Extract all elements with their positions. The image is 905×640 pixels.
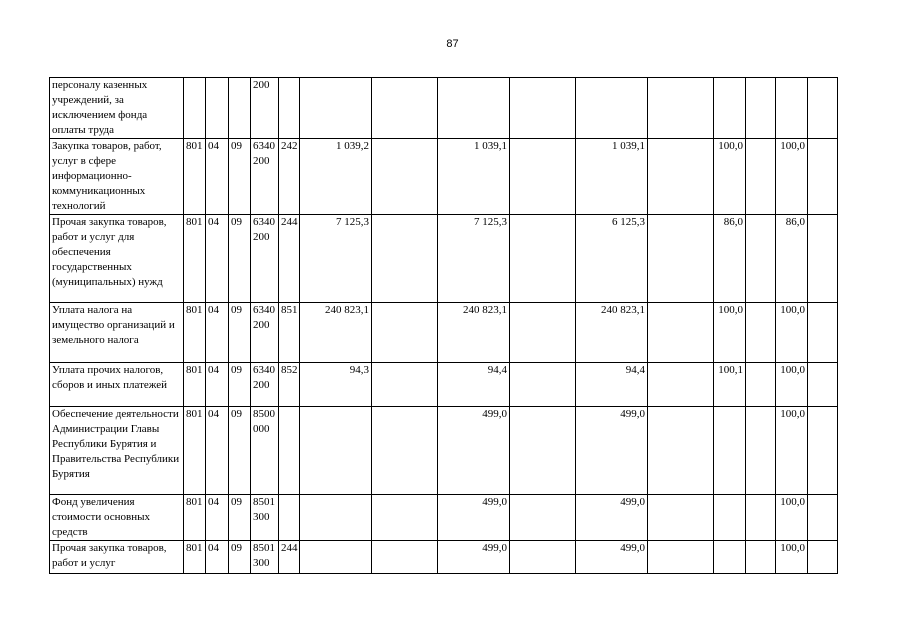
target-article-cell: 8501 300 xyxy=(251,541,279,574)
percent-cell: 100,0 xyxy=(776,541,808,574)
value-cell xyxy=(372,363,438,407)
value-cell xyxy=(648,407,714,495)
subsection-code-cell xyxy=(229,78,251,139)
empty-cell xyxy=(808,139,838,215)
table-row xyxy=(50,363,838,407)
value-cell: 499,0 xyxy=(438,407,510,495)
value-cell xyxy=(372,303,438,363)
table-body xyxy=(50,78,838,574)
value-cell xyxy=(372,407,438,495)
expense-type-cell xyxy=(279,78,300,139)
subsection-code-cell: 09 xyxy=(229,303,251,363)
section-code-cell xyxy=(206,78,229,139)
percent-cell xyxy=(746,407,776,495)
chapter-code-cell: 801 xyxy=(184,215,206,303)
value-cell: 1 039,2 xyxy=(300,139,372,215)
percent-cell: 100,0 xyxy=(776,139,808,215)
percent-cell xyxy=(746,541,776,574)
section-code-cell: 04 xyxy=(206,363,229,407)
percent-cell: 100,0 xyxy=(776,407,808,495)
value-cell xyxy=(510,495,576,541)
subsection-code-cell: 09 xyxy=(229,215,251,303)
section-code-cell: 04 xyxy=(206,139,229,215)
value-cell xyxy=(300,407,372,495)
value-cell xyxy=(372,139,438,215)
percent-cell xyxy=(714,541,746,574)
value-cell xyxy=(300,78,372,139)
value-cell xyxy=(372,541,438,574)
subsection-code-cell: 09 xyxy=(229,495,251,541)
table-row xyxy=(50,495,838,541)
section-code-cell: 04 xyxy=(206,215,229,303)
empty-cell xyxy=(808,215,838,303)
section-code-cell: 04 xyxy=(206,495,229,541)
value-cell: 7 125,3 xyxy=(300,215,372,303)
value-cell xyxy=(648,303,714,363)
empty-cell xyxy=(808,78,838,139)
value-cell: 94,4 xyxy=(576,363,648,407)
value-cell xyxy=(648,215,714,303)
percent-cell: 100,0 xyxy=(776,495,808,541)
value-cell xyxy=(510,78,576,139)
percent-cell xyxy=(746,215,776,303)
item-name-cell: Обеспечение деятельности Администрации Главы Республики Бурятия и Правительства Республики Бурятия xyxy=(50,407,184,495)
item-name-cell: Закупка товаров, работ, услуг в сфере информационно-коммуникационных технологий xyxy=(50,139,184,215)
value-cell xyxy=(576,78,648,139)
chapter-code-cell: 801 xyxy=(184,139,206,215)
empty-cell xyxy=(808,363,838,407)
table-row xyxy=(50,78,838,139)
value-cell xyxy=(510,407,576,495)
value-cell xyxy=(648,78,714,139)
percent-cell xyxy=(746,363,776,407)
section-code-cell: 04 xyxy=(206,407,229,495)
value-cell xyxy=(510,541,576,574)
table-row xyxy=(50,139,838,215)
percent-cell xyxy=(746,495,776,541)
percent-cell: 100,0 xyxy=(714,303,746,363)
section-code-cell: 04 xyxy=(206,541,229,574)
value-cell: 499,0 xyxy=(438,495,510,541)
value-cell: 1 039,1 xyxy=(438,139,510,215)
percent-cell xyxy=(746,78,776,139)
value-cell: 240 823,1 xyxy=(576,303,648,363)
expense-type-cell: 244 xyxy=(279,215,300,303)
percent-cell xyxy=(714,495,746,541)
chapter-code-cell xyxy=(184,78,206,139)
empty-cell xyxy=(808,303,838,363)
percent-cell xyxy=(746,139,776,215)
value-cell xyxy=(372,495,438,541)
value-cell xyxy=(372,78,438,139)
percent-cell xyxy=(776,78,808,139)
expense-type-cell xyxy=(279,407,300,495)
expense-type-cell xyxy=(279,495,300,541)
percent-cell: 100,0 xyxy=(776,303,808,363)
empty-cell xyxy=(808,541,838,574)
table-row xyxy=(50,303,838,363)
percent-cell: 100,1 xyxy=(714,363,746,407)
expense-type-cell: 852 xyxy=(279,363,300,407)
value-cell xyxy=(648,139,714,215)
table-row xyxy=(50,407,838,495)
expense-type-cell: 851 xyxy=(279,303,300,363)
value-cell: 499,0 xyxy=(576,407,648,495)
target-article-cell: 6340 200 xyxy=(251,139,279,215)
empty-cell xyxy=(808,495,838,541)
value-cell: 499,0 xyxy=(438,541,510,574)
chapter-code-cell: 801 xyxy=(184,407,206,495)
item-name-cell: Уплата налога на имущество организаций и земельного налога xyxy=(50,303,184,363)
chapter-code-cell: 801 xyxy=(184,363,206,407)
expense-type-cell: 242 xyxy=(279,139,300,215)
value-cell: 240 823,1 xyxy=(438,303,510,363)
value-cell xyxy=(372,215,438,303)
target-article-cell: 6340 200 xyxy=(251,303,279,363)
value-cell: 6 125,3 xyxy=(576,215,648,303)
value-cell xyxy=(648,495,714,541)
value-cell: 94,3 xyxy=(300,363,372,407)
empty-cell xyxy=(808,407,838,495)
value-cell: 499,0 xyxy=(576,495,648,541)
percent-cell: 100,0 xyxy=(714,139,746,215)
percent-cell xyxy=(714,78,746,139)
value-cell xyxy=(510,215,576,303)
percent-cell: 86,0 xyxy=(714,215,746,303)
chapter-code-cell: 801 xyxy=(184,303,206,363)
target-article-cell: 6340 200 xyxy=(251,215,279,303)
table-row xyxy=(50,215,838,303)
value-cell xyxy=(300,495,372,541)
value-cell: 1 039,1 xyxy=(576,139,648,215)
percent-cell: 86,0 xyxy=(776,215,808,303)
value-cell xyxy=(510,303,576,363)
value-cell xyxy=(510,363,576,407)
value-cell xyxy=(438,78,510,139)
item-name-cell: Фонд увеличения стоимости основных средств xyxy=(50,495,184,541)
value-cell xyxy=(510,139,576,215)
subsection-code-cell: 09 xyxy=(229,407,251,495)
table-row xyxy=(50,541,838,574)
item-name-cell: персоналу казенных учреждений, за исключением фонда оплаты труда xyxy=(50,78,184,139)
section-code-cell: 04 xyxy=(206,303,229,363)
subsection-code-cell: 09 xyxy=(229,139,251,215)
target-article-cell: 6340 200 xyxy=(251,363,279,407)
target-article-cell: 200 xyxy=(251,78,279,139)
item-name-cell: Прочая закупка товаров, работ и услуг xyxy=(50,541,184,574)
subsection-code-cell: 09 xyxy=(229,541,251,574)
percent-cell xyxy=(746,303,776,363)
value-cell: 7 125,3 xyxy=(438,215,510,303)
budget-table xyxy=(49,77,838,574)
value-cell xyxy=(648,541,714,574)
percent-cell xyxy=(714,407,746,495)
value-cell xyxy=(300,541,372,574)
value-cell: 499,0 xyxy=(576,541,648,574)
percent-cell: 100,0 xyxy=(776,363,808,407)
value-cell: 240 823,1 xyxy=(300,303,372,363)
page-number: 87 xyxy=(446,38,459,50)
item-name-cell: Прочая закупка товаров, работ и услуг для обеспечения государственных (муниципальных) нужд xyxy=(50,215,184,303)
chapter-code-cell: 801 xyxy=(184,541,206,574)
target-article-cell: 8501 300 xyxy=(251,495,279,541)
chapter-code-cell: 801 xyxy=(184,495,206,541)
subsection-code-cell: 09 xyxy=(229,363,251,407)
expense-type-cell: 244 xyxy=(279,541,300,574)
value-cell xyxy=(648,363,714,407)
item-name-cell: Уплата прочих налогов, сборов и иных платежей xyxy=(50,363,184,407)
value-cell: 94,4 xyxy=(438,363,510,407)
target-article-cell: 8500 000 xyxy=(251,407,279,495)
